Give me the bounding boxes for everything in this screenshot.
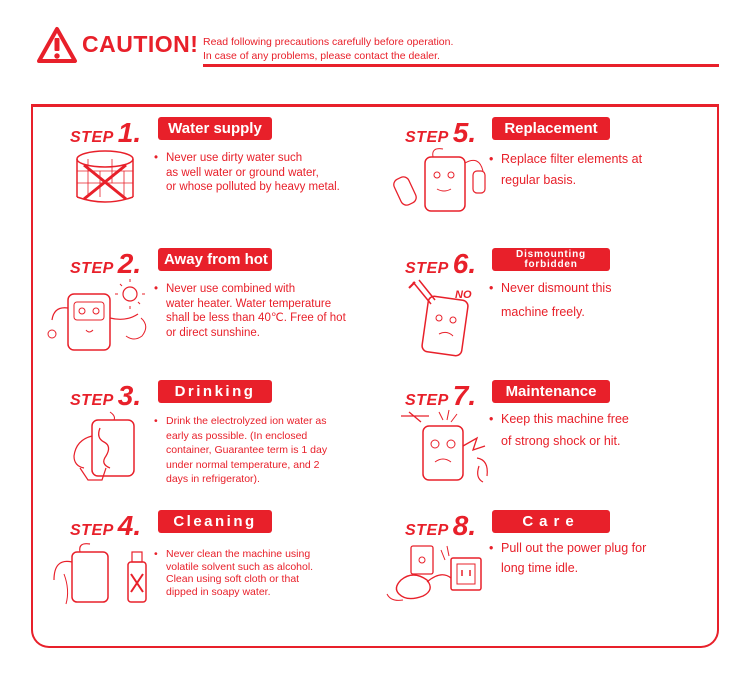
step-word: STEP: [405, 260, 449, 277]
step-1-badge: Water supply: [158, 117, 272, 140]
bullet: •: [154, 152, 159, 164]
step-4-badge: Cleaning: [158, 510, 272, 533]
step-5-text: Replace filter elements at regular basis.: [501, 152, 643, 187]
step-3-label: [70, 380, 141, 412]
step-8-badge: Care: [492, 510, 610, 533]
step-5: [405, 117, 735, 235]
step-3-text: Drink the electrolyzed ion water as early as possible. (In enclosed container, Guarantee term is 1 day under normal temperature, and 2 days in refrigerator).: [166, 415, 328, 485]
warning-triangle-icon: [36, 26, 78, 64]
step-3: [70, 380, 400, 498]
step-number: 4.: [117, 510, 142, 541]
bullet: •: [489, 412, 494, 426]
header-note: [203, 35, 453, 63]
step-8: [405, 510, 735, 628]
step-7-badge: Maintenance: [492, 380, 610, 403]
step-2-description: [154, 282, 346, 340]
step-5-description: [489, 149, 642, 191]
header-note-line-1: Read following precautions carefully before operation.: [203, 36, 454, 48]
step-6-badge-line-1: Dismounting: [516, 249, 586, 260]
step-1-label: [70, 117, 141, 149]
hot-machine-icon: [46, 278, 159, 358]
drinking-icon: [70, 410, 150, 484]
step-6-label: [405, 248, 476, 280]
step-5-badge: Replacement: [492, 117, 610, 140]
step-word: STEP: [405, 392, 449, 409]
step-2-label: [70, 248, 141, 280]
header-divider: [203, 64, 719, 67]
step-word: STEP: [70, 392, 114, 409]
step-7: [405, 380, 735, 498]
step-number: 5.: [452, 117, 477, 148]
step-7-description: [489, 408, 629, 452]
caution-title: CAUTION!: [82, 31, 199, 57]
step-2-badge: Away from hot: [158, 248, 272, 271]
step-word: STEP: [405, 522, 449, 539]
step-8-description: [489, 538, 646, 578]
step-word: STEP: [405, 129, 449, 146]
step-8-label: [405, 510, 476, 542]
step-4-label: [70, 510, 141, 542]
cleaning-solvent-icon: [50, 540, 154, 612]
power-plug-icon: [383, 540, 493, 606]
step-1: [70, 117, 400, 235]
step-6-badge-line-2: forbidden: [524, 259, 578, 270]
well-crossed-icon: [70, 147, 140, 209]
filter-replacement-icon: [393, 145, 489, 221]
step-number: 3.: [117, 380, 142, 411]
step-4: [70, 510, 400, 628]
no-icon-text: NO: [455, 289, 472, 301]
step-2: [70, 248, 400, 366]
step-6-text: Never dismount this machine freely.: [501, 281, 612, 319]
step-3-description: [154, 414, 327, 487]
step-word: STEP: [70, 260, 114, 277]
bullet: •: [489, 152, 494, 166]
step-6-badge: [492, 248, 610, 271]
no-dismount-icon: [405, 278, 485, 358]
bullet: •: [489, 281, 494, 295]
step-word: STEP: [70, 522, 114, 539]
step-2-text: Never use combined with water heater. Water temperature shall be less than 40℃. Free of hot or direct sunshine.: [166, 283, 346, 339]
header-note-line-2: In case of any problems, please contact the dealer.: [203, 50, 440, 62]
step-number: 8.: [452, 510, 477, 541]
step-7-text: Keep this machine free of strong shock or hit.: [501, 412, 629, 448]
bullet: •: [154, 548, 158, 560]
shock-warning-icon: [399, 406, 495, 486]
step-1-description: [154, 151, 340, 195]
step-6: [405, 248, 735, 366]
step-4-description: [154, 548, 313, 598]
step-6-description: [489, 276, 611, 324]
step-number: 7.: [452, 380, 477, 411]
step-number: 1.: [117, 117, 142, 148]
step-4-text: Never clean the machine using volatile solvent such as alcohol. Clean using soft cloth or that dipped in soapy water.: [166, 548, 314, 598]
bullet: •: [489, 541, 494, 555]
step-8-text: Pull out the power plug for long time idle.: [501, 541, 647, 575]
step-1-text: Never use dirty water such as well water or ground water, or whose polluted by heavy metal.: [166, 152, 340, 193]
bullet: •: [154, 415, 158, 427]
step-number: 2.: [117, 248, 142, 279]
step-number: 6.: [452, 248, 477, 279]
bullet: •: [154, 283, 159, 295]
step-3-badge: Drinking: [158, 380, 272, 403]
step-word: STEP: [70, 129, 114, 146]
